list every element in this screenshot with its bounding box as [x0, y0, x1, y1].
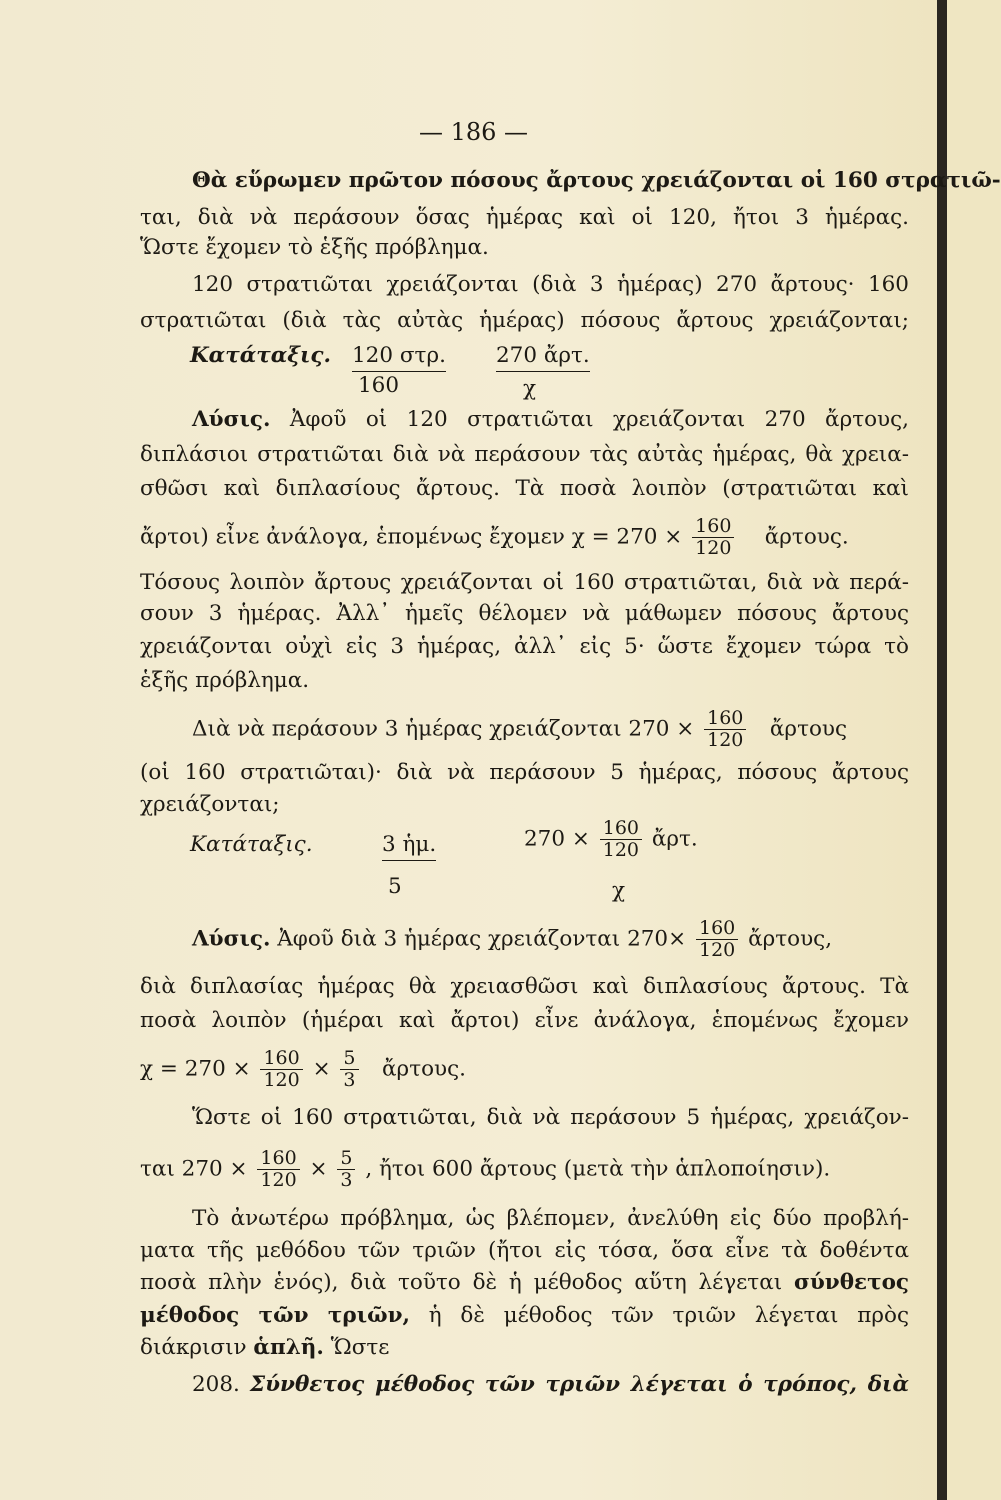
setup-b-bottom: χ [612, 878, 626, 903]
fraction: $\frac{5}{3}$ [340, 1048, 358, 1091]
text-line-with-fraction: ται 270 × $\frac{160}{120}$ × $\frac{5}{3}$ , ἤτοι 600 ἄρτους (μετὰ τὴν ἁπλοποίησιν). [140, 1147, 831, 1191]
text-line: μέθοδος τῶν τριῶν, ἡ δὲ μέθοδος τῶν τριῶν λέγεται πρὸς [140, 1303, 909, 1328]
text-line: στρατιῶται (διὰ τὰς αὐτὰς ἡμέρας) πόσους ἄρτους χρειάζονται; [140, 308, 909, 333]
setup-a-bottom: 5 [388, 874, 402, 899]
setup-b-top: 270 ἄρτ. [496, 341, 590, 372]
text-line: (οἱ 160 στρατιῶται)· διὰ νὰ περάσουν 5 ἡμέρας, πόσους ἄρτους [140, 760, 909, 785]
fraction: $\frac{160}{120}$ [260, 1048, 302, 1091]
setup-a-bottom: 160 [358, 373, 400, 398]
setup-label: Κατάταξις. [190, 832, 313, 857]
text-line: ποσὰ λοιπὸν (ἡμέραι καὶ ἄρτοι) εἶνε ἀνάλογα, ἑπομένως ἔχομεν [140, 1008, 909, 1033]
text-line: ποσὰ πλὴν ἑνός), διὰ τοῦτο δὲ ἡ μέθοδος αὕτη λέγεται σύνθετος [140, 1270, 909, 1295]
text-line: χρειάζονται; [140, 792, 280, 817]
text-line: διὰ διπλασίας ἡμέρας θὰ χρειασθῶσι καὶ διπλασίους ἄρτους. Τὰ [140, 974, 909, 999]
text-line: διάκρισιν ἁπλῆ. Ὥστε [140, 1335, 390, 1360]
fraction: $\frac{160}{120}$ [704, 708, 746, 751]
text-line: Θὰ εὕρωμεν πρῶτον πόσους ἄρτους χρειάζονται οἱ 160 στρατιῶ- [192, 168, 1001, 193]
text-line: ματα τῆς μεθόδου τῶν τριῶν (ἤτοι εἰς τόσα, ὅσα εἶνε τὰ δοθέντα [140, 1238, 909, 1263]
setup-b-top: 270 × $\frac{160}{120}$ ἄρτ. [524, 817, 698, 861]
text-line: Τόσους λοιπὸν ἄρτους χρειάζονται οἱ 160 στρατιῶται, διὰ νὰ περά- [140, 570, 909, 595]
text-line: ἑξῆς πρόβλημα. [140, 668, 310, 693]
text-line: Τὸ ἀνωτέρω πρόβλημα, ὡς βλέπομεν, ἀνελύθη εἰς δύο προβλή- [192, 1206, 909, 1231]
text-line: Λύσις. Ἀφοῦ οἱ 120 στρατιῶται χρειάζονται 270 ἄρτους, [192, 407, 909, 432]
text-line: διπλάσιοι στρατιῶται διὰ νὰ περάσουν τὰς αὐτὰς ἡμέρας, θὰ χρεια- [140, 442, 909, 467]
text-line: Ὥστε ἔχομεν τὸ ἑξῆς πρόβλημα. [140, 235, 489, 260]
text-line: 208. Σύνθετος μέθοδος τῶν τριῶν λέγεται ὁ τρόπος, διὰ [192, 1372, 909, 1397]
fraction: $\frac{160}{120}$ [257, 1148, 299, 1191]
text-line-with-fraction: Λύσις. Ἀφοῦ διὰ 3 ἡμέρας χρειάζονται 270× $\frac{160}{120}$ ἄρτους, [192, 917, 833, 961]
text-line: χρειάζονται οὐχὶ εἰς 3 ἡμέρας, ἀλλ᾽ εἰς 5· ὥστε ἔχομεν τώρα τὸ [140, 634, 909, 659]
text-line: σουν 3 ἡμέρας. Ἀλλ᾽ ἡμεῖς θέλομεν νὰ μάθωμεν πόσους ἄρτους [140, 601, 909, 626]
setup-label: Κατάταξις. [190, 343, 331, 368]
fraction: $\frac{160}{120}$ [696, 918, 738, 961]
setup-a-top: 120 στρ. [352, 341, 446, 372]
fraction: $\frac{160}{120}$ [692, 516, 734, 559]
setup-b-bottom: χ [523, 376, 537, 401]
text-line: 120 στρατιῶται χρειάζονται (διὰ 3 ἡμέρας) 270 ἄρτους· 160 [192, 272, 909, 297]
fraction: $\frac{160}{120}$ [600, 818, 642, 861]
text-line-with-fraction: ἄρτοι) εἶνε ἀνάλογα, ἑπομένως ἔχομεν χ = 270 × $\frac{160}{120}$ ἄρτους. [140, 515, 849, 559]
fraction: $\frac{5}{3}$ [337, 1148, 355, 1191]
text-line: Ὥστε οἱ 160 στρατιῶται, διὰ νὰ περάσουν 5 ἡμέρας, χρειάζον- [192, 1105, 909, 1130]
text-line-with-fraction: Διὰ νὰ περάσουν 3 ἡμέρας χρειάζονται 270 × $\frac{160}{120}$ ἄρτους [192, 707, 848, 751]
text-line: σθῶσι καὶ διπλασίους ἄρτους. Τὰ ποσὰ λοιπὸν (στρατιῶται καὶ [140, 476, 909, 501]
setup-a-top: 3 ἡμ. [382, 830, 436, 861]
page-edge-shadow [937, 0, 947, 1500]
text-line: ται, διὰ νὰ περάσουν ὅσας ἡμέρας καὶ οἱ 120, ἤτοι 3 ἡμέρας. [140, 205, 909, 230]
page-number: — 186 — [418, 118, 529, 146]
text-line-with-fraction: χ = 270 × $\frac{160}{120}$ × $\frac{5}{3}$ ἄρτους. [140, 1047, 466, 1091]
